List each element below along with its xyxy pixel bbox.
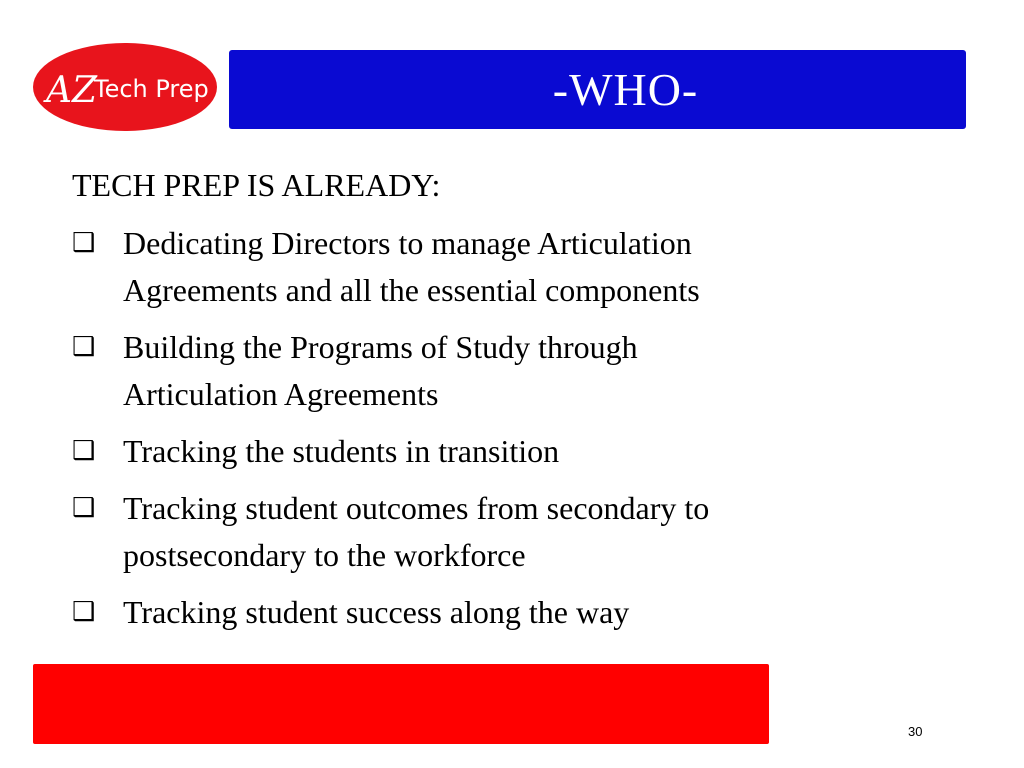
bullet-line: Articulation Agreements: [123, 376, 439, 412]
bullet-line: postsecondary to the workforce: [123, 537, 526, 573]
hollow-square-bullet-icon: ❑: [72, 332, 96, 362]
bullet-line: Building the Programs of Study through: [123, 329, 638, 365]
bullet-line: Tracking student success along the way: [123, 594, 630, 630]
bullet-item: [72, 324, 932, 418]
bullet-line: Tracking student outcomes from secondary to: [123, 490, 710, 526]
page-number: 30: [908, 724, 923, 739]
bullet-text: [123, 428, 559, 475]
bullet-text: [123, 589, 629, 636]
bullet-item: [72, 485, 932, 579]
hollow-square-bullet-icon: ❑: [72, 436, 96, 466]
bullet-item: [72, 428, 932, 475]
logo-text: Tech Prep: [94, 75, 209, 103]
az-tech-prep-logo: [30, 40, 220, 134]
slide-title: -WHO-: [552, 63, 699, 115]
bullet-text: [123, 324, 638, 418]
hollow-square-bullet-icon: ❑: [72, 597, 96, 627]
slide-heading: TECH PREP IS ALREADY:: [72, 167, 441, 203]
hollow-square-bullet-icon: ❑: [72, 493, 96, 523]
bullet-text: [123, 485, 709, 579]
logo-mark: AZ: [46, 70, 98, 111]
bullet-item: [72, 589, 932, 636]
footer-bar: [33, 664, 769, 744]
bullet-line: Dedicating Directors to manage Articulation: [123, 225, 692, 261]
bullet-text: [123, 220, 700, 314]
title-bar: [229, 50, 966, 129]
bullet-list: [72, 220, 932, 646]
bullet-line: Agreements and all the essential components: [123, 272, 700, 308]
bullet-item: [72, 220, 932, 314]
hollow-square-bullet-icon: ❑: [72, 228, 96, 258]
bullet-line: Tracking the students in transition: [123, 433, 560, 469]
